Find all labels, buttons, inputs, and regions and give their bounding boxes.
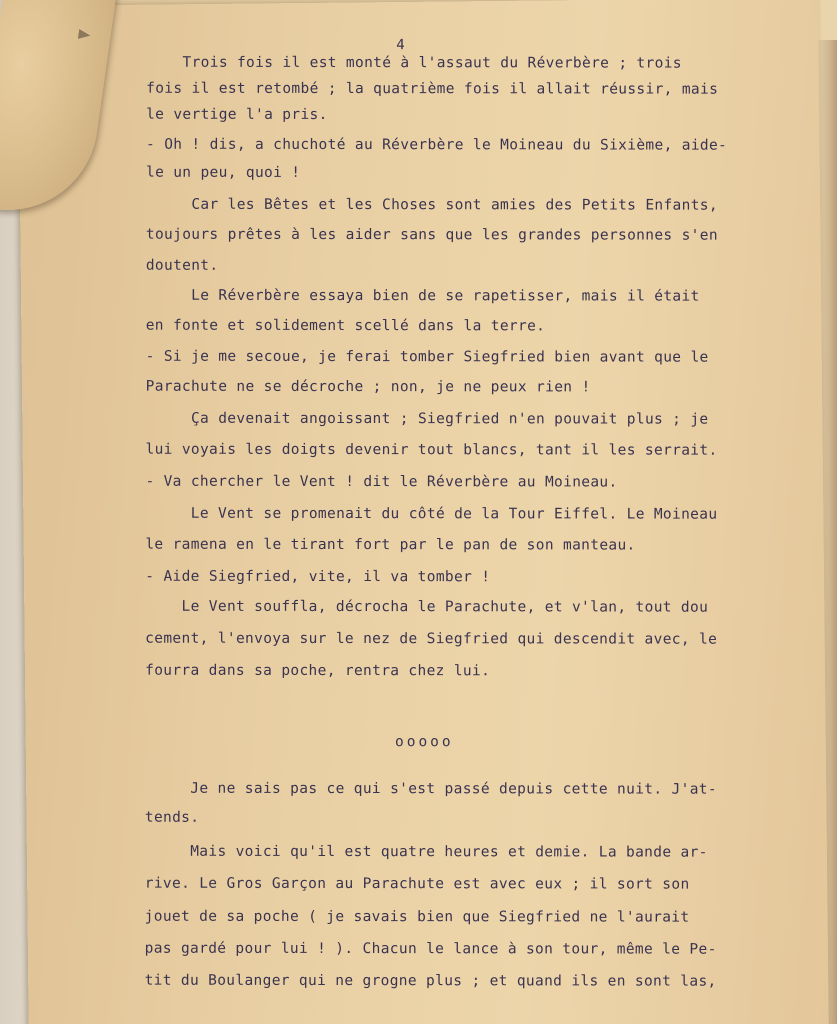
text-line: toujours prêtes à les aider sans que les grandes personnes s'en <box>145 226 718 244</box>
text-line: Le Vent se promenait du côté de la Tour Eiffel. Le Moineau <box>145 505 718 523</box>
text-line: Parachute ne se décroche ; non, je ne peux rien ! <box>145 378 591 396</box>
text-line: le un peu, quoi ! <box>145 164 301 181</box>
section-separator: ooooo <box>394 734 454 751</box>
page-text <box>144 29 806 990</box>
text-line: le vertige l'a pris. <box>146 106 328 123</box>
text-line: pas gardé pour lui ! ). Chacun le lance à son tour, même le Pe- <box>144 940 717 958</box>
text-line: fois il est retombé ; la quatrième fois il allait réussir, mais <box>146 80 719 98</box>
text-line: Ça devenait angoissant ; Siegfried n'en pouvait plus ; je <box>145 410 709 428</box>
text-line: - Oh ! dis, a chuchoté au Réverbère le Moineau du Sixième, aide- <box>146 136 728 154</box>
text-line: cement, l'envoya sur le nez de Siegfried qui descendit avec, le <box>145 630 718 648</box>
text-line: en fonte et solidement scellé dans la terre. <box>145 317 546 335</box>
text-line: Mais voici qu'il est quatre heures et demie. La bande ar- <box>144 843 708 861</box>
binder-clip-mark <box>78 29 91 41</box>
text-line: tit du Boulanger qui ne grogne plus ; et quand ils en sont las, <box>144 972 717 990</box>
text-line: le ramena en le tirant fort par le pan de son manteau. <box>145 536 636 554</box>
text-line: - Aide Siegfried, vite, il va tomber ! <box>145 568 491 586</box>
text-line: Le Vent souffla, décrocha le Parachute, et v'lan, tout dou <box>145 598 709 616</box>
text-line: jouet de sa poche ( je savais bien que Siegfried ne l'aurait <box>144 908 690 926</box>
text-line: lui voyais les doigts devenir tout blancs, tant il les serrait. <box>145 441 718 459</box>
text-line: rive. Le Gros Garçon au Parachute est avec eux ; il sort son <box>144 875 690 893</box>
text-line: - Si je me secoue, je ferai tomber Siegfried bien avant que le <box>145 348 709 366</box>
text-line: - Va chercher le Vent ! dit le Réverbère au Moineau. <box>145 473 618 491</box>
text-line: Le Réverbère essaya bien de se rapetisser, mais il était <box>145 287 700 305</box>
text-line: tends. <box>144 809 200 826</box>
text-line: Car les Bêtes et les Choses sont amies des Petits Enfants, <box>145 196 718 214</box>
text-line: Je ne sais pas ce qui s'est passé depuis cette nuit. J'at- <box>144 780 717 798</box>
text-line: Trois fois il est monté à l'assaut du Réverbère ; trois <box>146 54 682 72</box>
typewritten-page <box>18 0 829 1024</box>
page-number: 4 <box>396 37 406 54</box>
text-line: fourra dans sa poche, rentra chez lui. <box>145 662 491 680</box>
text-line: doutent. <box>145 257 219 274</box>
